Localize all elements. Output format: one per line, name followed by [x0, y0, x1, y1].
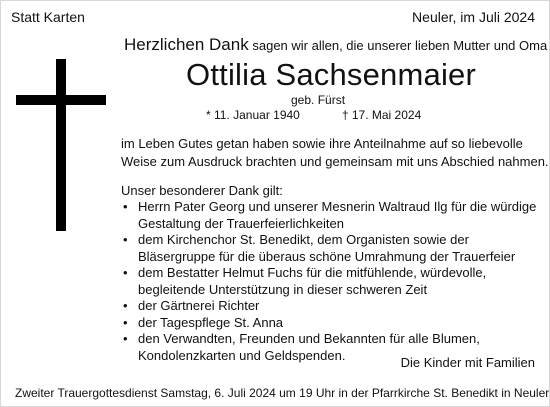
list-item-line: der Tagespflege St. Anna — [138, 314, 284, 330]
list-item — [121, 199, 536, 232]
bullet-icon: • — [123, 314, 128, 330]
list-item-line: begleitende Unterstützung in dieser schweren Zeit — [138, 281, 428, 297]
birth-name: geb. Fürst — [291, 93, 346, 107]
list-item — [121, 315, 536, 332]
thanks-rest: sagen wir allen, die unserer lieben Mutter und Oma — [252, 38, 548, 53]
bullet-icon: • — [123, 199, 128, 214]
birth-date: * 11. Januar 1940 — [206, 108, 300, 122]
place-date-label: Neuler, im Juli 2024 — [412, 9, 535, 25]
list-item-line: Gestaltung der Trauerfeierlichkeiten — [138, 215, 344, 231]
bullet-icon: • — [123, 232, 128, 247]
list-item-line: Bläsergruppe für die überaus schöne Umrahmung der Trauerfeier — [138, 248, 516, 264]
intro-line-1: im Leben Gutes getan haben sowie ihre Anteilnahme auf so liebevolle — [121, 136, 523, 151]
list-item-line: den Verwandten, Freunden und Bekannten für alle Blumen, — [138, 331, 480, 346]
special-thanks-heading: Unser besonderer Dank gilt: — [121, 183, 283, 198]
intro-paragraph — [121, 135, 549, 171]
intro-line-2: Weise zum Ausdruck brachten und gemeinsam mit uns Abschied nahmen. — [121, 154, 549, 169]
list-item-line: der Gärtnerei Richter — [138, 298, 260, 313]
cross-icon-vertical-bar — [56, 59, 66, 231]
list-item-line: dem Kirchenchor St. Benedikt, dem Organisten sowie der — [138, 232, 469, 247]
special-thanks-list — [121, 199, 536, 364]
bullet-icon: • — [123, 331, 128, 346]
footer-service-notice: Zweiter Trauergottesdienst Samstag, 6. Juli 2024 um 19 Uhr in der Pfarrkirche St. Benedikt in Neuler — [15, 386, 550, 400]
list-item — [121, 265, 536, 298]
list-item-line: Herrn Pater Georg und unserer Mesnerin Waltraud Ilg für die würdige — [138, 199, 537, 214]
thanks-line — [124, 35, 547, 55]
statt-karten-label: Statt Karten — [11, 9, 85, 25]
list-item — [121, 298, 536, 315]
list-item-line: dem Bestatter Helmut Fuchs für die mitfühlende, würdevolle, — [138, 265, 487, 280]
list-item — [121, 232, 536, 265]
cross-icon-horizontal-bar — [16, 95, 106, 105]
deceased-name: Ottilia Sachsenmaier — [186, 57, 477, 92]
thanks-emphasis: Herzlichen Dank — [124, 35, 249, 54]
life-dates — [206, 108, 421, 122]
signature: Die Kinder mit Familien — [400, 355, 535, 370]
list-item-line: Kondolenzkarten und Geldspenden. — [138, 347, 346, 363]
bullet-icon: • — [123, 265, 128, 280]
bullet-icon: • — [123, 298, 128, 313]
death-date: † 17. Mai 2024 — [341, 108, 422, 122]
